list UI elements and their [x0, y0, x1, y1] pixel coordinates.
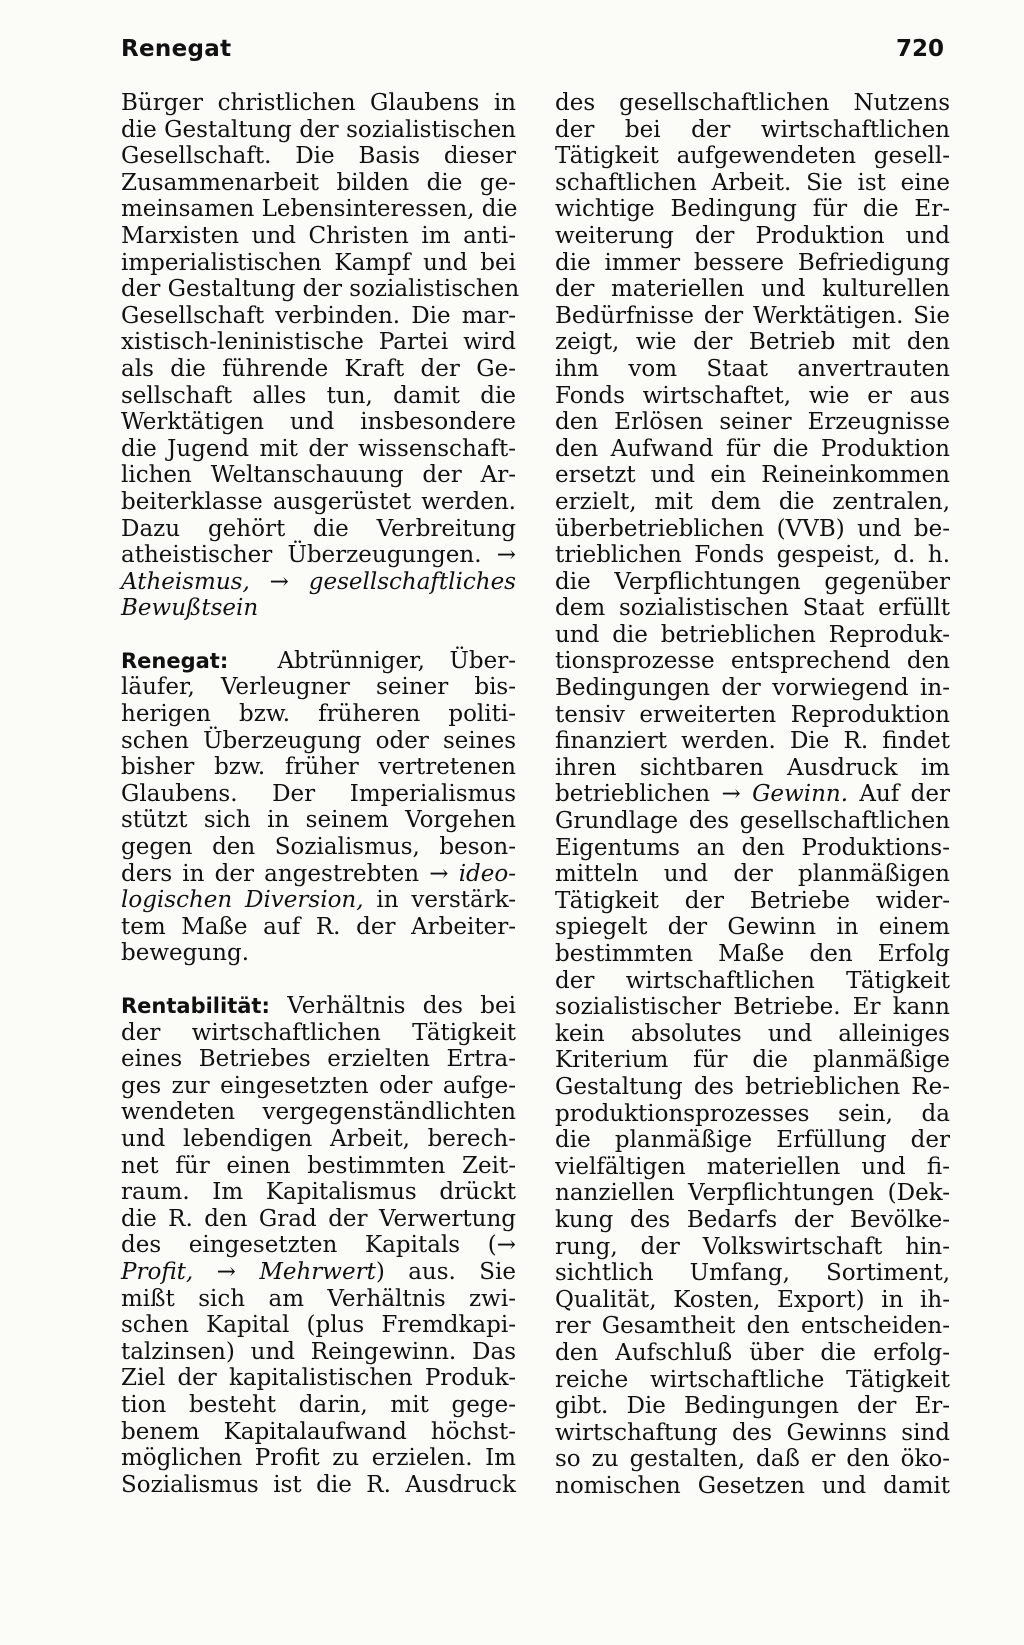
text-line: spiegelt der Gewinn in einem	[555, 914, 950, 941]
text-line: Bürger christlichen Glaubens in	[121, 90, 516, 116]
text-line: schaftlichen Arbeit. Sie ist eine	[555, 169, 950, 196]
text-line: Dazu gehört die Verbreitung	[121, 515, 516, 542]
text-line: die planmäßige Erfüllung der	[555, 1127, 950, 1154]
text-line: wendeten vergegenständlichten	[121, 1099, 516, 1126]
text-line: bewegung.	[121, 940, 250, 967]
text-line: des gesellschaftlichen Nutzens	[555, 90, 950, 116]
text-line: rung, der Volkswirtschaft hin-	[555, 1233, 950, 1260]
text-line: net für einen bestimmten Zeit-	[121, 1152, 516, 1179]
text-line: meinsamen Lebensinteressen, die	[121, 196, 518, 223]
text-line: als die führende Kraft der Ge-	[121, 355, 516, 382]
rentabilitaet-first-line-text: Verhältnis des bei	[287, 993, 516, 1019]
text-line: Fonds wirtschaftet, wie er aus	[555, 382, 950, 409]
text-line: Werktätigen und insbesondere	[121, 409, 516, 436]
text-line: Atheismus, → gesellschaftliches	[121, 568, 516, 595]
renegat-entry	[121, 648, 516, 967]
entry-gap	[121, 622, 516, 648]
text-line: Zusammenarbeit bilden die ge-	[121, 169, 516, 196]
text-line: zeigt, wie der Betrieb mit den	[555, 329, 950, 356]
rentabilitaet-first-line	[121, 993, 516, 1020]
text-line: vielfältigen materiellen und fi-	[555, 1153, 950, 1180]
text-line: schen Kapital (plus Fremdkapi-	[121, 1312, 516, 1339]
page-number: 720	[895, 36, 944, 62]
text-line: Kriterium für die planmäßige	[555, 1047, 950, 1074]
text-line: xistisch-leninistische Partei wird	[121, 329, 516, 356]
entry-term-rentabilitaet: Rentabilität:	[121, 994, 270, 1018]
text-line: Marxisten und Christen im anti-	[121, 222, 516, 249]
text-line: kein absolutes und alleiniges	[555, 1020, 950, 1047]
text-line: Bedingungen der vorwiegend in-	[555, 675, 950, 702]
text-line: nanziellen Verpflichtungen (Dek-	[555, 1180, 950, 1207]
text-line: der wirtschaftlichen Tätigkeit	[555, 967, 950, 994]
rentabilitaet-entry	[121, 993, 516, 1498]
text-line: betrieblichen → Gewinn. Auf der	[555, 781, 950, 808]
text-line: produktionsprozesses sein, da	[555, 1100, 950, 1127]
text-line: erzielt, mit dem die zentralen,	[555, 488, 950, 515]
text-line: rer Gesamtheit den entscheiden-	[555, 1313, 950, 1340]
text-line: Sozialismus ist die R. Ausdruck	[121, 1471, 516, 1498]
text-line: tem Maße auf R. der Arbeiter-	[121, 913, 516, 940]
text-line: bestimmten Maße den Erfolg	[555, 941, 950, 967]
renegat-first-line	[121, 648, 516, 675]
text-line: weiterung der Produktion und	[555, 222, 950, 249]
text-line: finanziert werden. Die R. findet	[555, 728, 950, 755]
text-line: atheistischer Überzeugungen. →	[121, 542, 516, 569]
text-line: sellschaft alles tun, damit die	[121, 382, 516, 409]
text-line: ges zur eingesetzten oder aufge-	[121, 1072, 516, 1099]
text-line: herigen bzw. früheren politi-	[121, 701, 516, 728]
text-line: nomischen Gesetzen und damit	[555, 1472, 950, 1499]
text-line: lichen Weltanschauung der Ar-	[121, 462, 516, 489]
text-line: möglichen Profit zu erzielen. Im	[121, 1445, 516, 1472]
running-head: Renegat	[121, 36, 232, 62]
text-line: Tätigkeit aufgewendeten gesell-	[555, 143, 950, 170]
text-line: tionsprozesse entsprechend den	[555, 648, 950, 675]
text-line: Gestaltung des betrieblichen Re-	[555, 1073, 950, 1100]
atheismus-entry-continuation	[121, 90, 520, 622]
text-line: Glaubens. Der Imperialismus	[121, 780, 516, 807]
text-line: trieblichen Fonds gespeist, d. h.	[555, 542, 950, 569]
text-line: des eingesetzten Kapitals (→	[121, 1232, 516, 1259]
entry-term-renegat: Renegat:	[121, 648, 229, 673]
text-line: den Erlösen seiner Erzeugnisse	[555, 409, 950, 436]
text-line: beiterklasse ausgerüstet werden.	[121, 488, 516, 515]
text-line: der Gestaltung der sozialistischen	[121, 276, 520, 303]
text-line: imperialistischen Kampf und bei	[121, 249, 516, 276]
text-line: stützt sich in seinem Vorgehen	[121, 807, 516, 834]
text-line: gibt. Die Bedingungen der Er-	[555, 1393, 950, 1420]
text-line: dem sozialistischen Staat erfüllt	[555, 595, 950, 622]
text-line: sozialistischer Betriebe. Er kann	[555, 994, 950, 1021]
text-line: mitteln und der planmäßigen	[555, 861, 950, 888]
text-line: Gesellschaft verbinden. Die mar-	[121, 302, 516, 329]
text-line: Tätigkeit der Betriebe wider-	[555, 887, 950, 914]
text-line: die R. den Grad der Verwertung	[121, 1205, 516, 1232]
text-line: logischen Diversion, in verstärk-	[121, 887, 516, 914]
text-line: Profit, → Mehrwert) aus. Sie	[121, 1258, 516, 1285]
text-line: mißt sich am Verhältnis zwi-	[121, 1285, 516, 1312]
text-line: tensiv erweiterten Reproduktion	[555, 701, 950, 728]
text-line: und die betrieblichen Reproduk-	[555, 621, 950, 648]
text-line: so zu gestalten, daß er den öko-	[555, 1446, 950, 1473]
text-line: der bei der wirtschaftlichen	[555, 116, 950, 143]
text-line: Bewußtsein	[121, 595, 259, 622]
text-line: raum. Im Kapitalismus drückt	[121, 1179, 516, 1206]
text-line: benem Kapitalaufwand höchst-	[121, 1418, 516, 1445]
text-line: wirtschaftung des Gewinns sind	[555, 1419, 950, 1446]
text-line: den Aufschluß über die erfolg-	[555, 1339, 950, 1366]
text-line: läufer, Verleugner seiner bis-	[121, 674, 516, 701]
text-line: wichtige Bedingung für die Er-	[555, 196, 950, 223]
text-line: die Verpflichtungen gegenüber	[555, 568, 950, 595]
text-line: ersetzt und ein Reineinkommen	[555, 462, 950, 489]
text-line: der wirtschaftlichen Tätigkeit	[121, 1019, 516, 1046]
text-line: Ziel der kapitalistischen Produk-	[121, 1365, 516, 1392]
text-line: eines Betriebes erzielten Ertra-	[121, 1046, 516, 1073]
text-line: den Aufwand für die Produktion	[555, 435, 950, 462]
text-line: gegen den Sozialismus, beson-	[121, 834, 516, 861]
text-line: die Jugend mit der wissenschaft-	[121, 435, 516, 462]
right-column	[555, 90, 950, 1499]
text-line: Eigentums an den Produktions-	[555, 834, 950, 861]
text-line: und lebendigen Arbeit, berech-	[121, 1125, 516, 1152]
entry-gap	[121, 967, 516, 993]
text-line: ders in der angestrebten → ideo-	[121, 860, 516, 887]
renegat-first-line-text: Abtrünniger, Über-	[277, 647, 516, 674]
text-line: reiche wirtschaftliche Tätigkeit	[555, 1366, 950, 1393]
text-line: die immer bessere Befriedigung	[555, 249, 950, 276]
text-line: sichtlich Umfang, Sortiment,	[555, 1260, 950, 1287]
text-line: der materiellen und kulturellen	[555, 276, 950, 303]
text-line: kung des Bedarfs der Bevölke-	[555, 1206, 950, 1233]
text-line: ihm vom Staat anvertrauten	[555, 355, 950, 382]
text-line: Gesellschaft. Die Basis dieser	[121, 143, 516, 170]
text-line: die Gestaltung der sozialistischen	[121, 116, 516, 143]
text-line: Grundlage des gesellschaftlichen	[555, 808, 950, 835]
text-line: Qualität, Kosten, Export) in ih-	[555, 1286, 950, 1313]
left-column	[121, 90, 520, 1498]
text-line: bisher bzw. früher vertretenen	[121, 754, 516, 781]
text-line: ihren sichtbaren Ausdruck im	[555, 754, 950, 781]
text-line: tion besteht darin, mit gege-	[121, 1391, 516, 1418]
text-line: talzinsen) und Reingewinn. Das	[121, 1338, 516, 1365]
text-line: überbetrieblichen (VVB) und be-	[555, 515, 950, 542]
text-line: schen Überzeugung oder seines	[121, 727, 516, 754]
text-line: Bedürfnisse der Werktätigen. Sie	[555, 302, 950, 329]
